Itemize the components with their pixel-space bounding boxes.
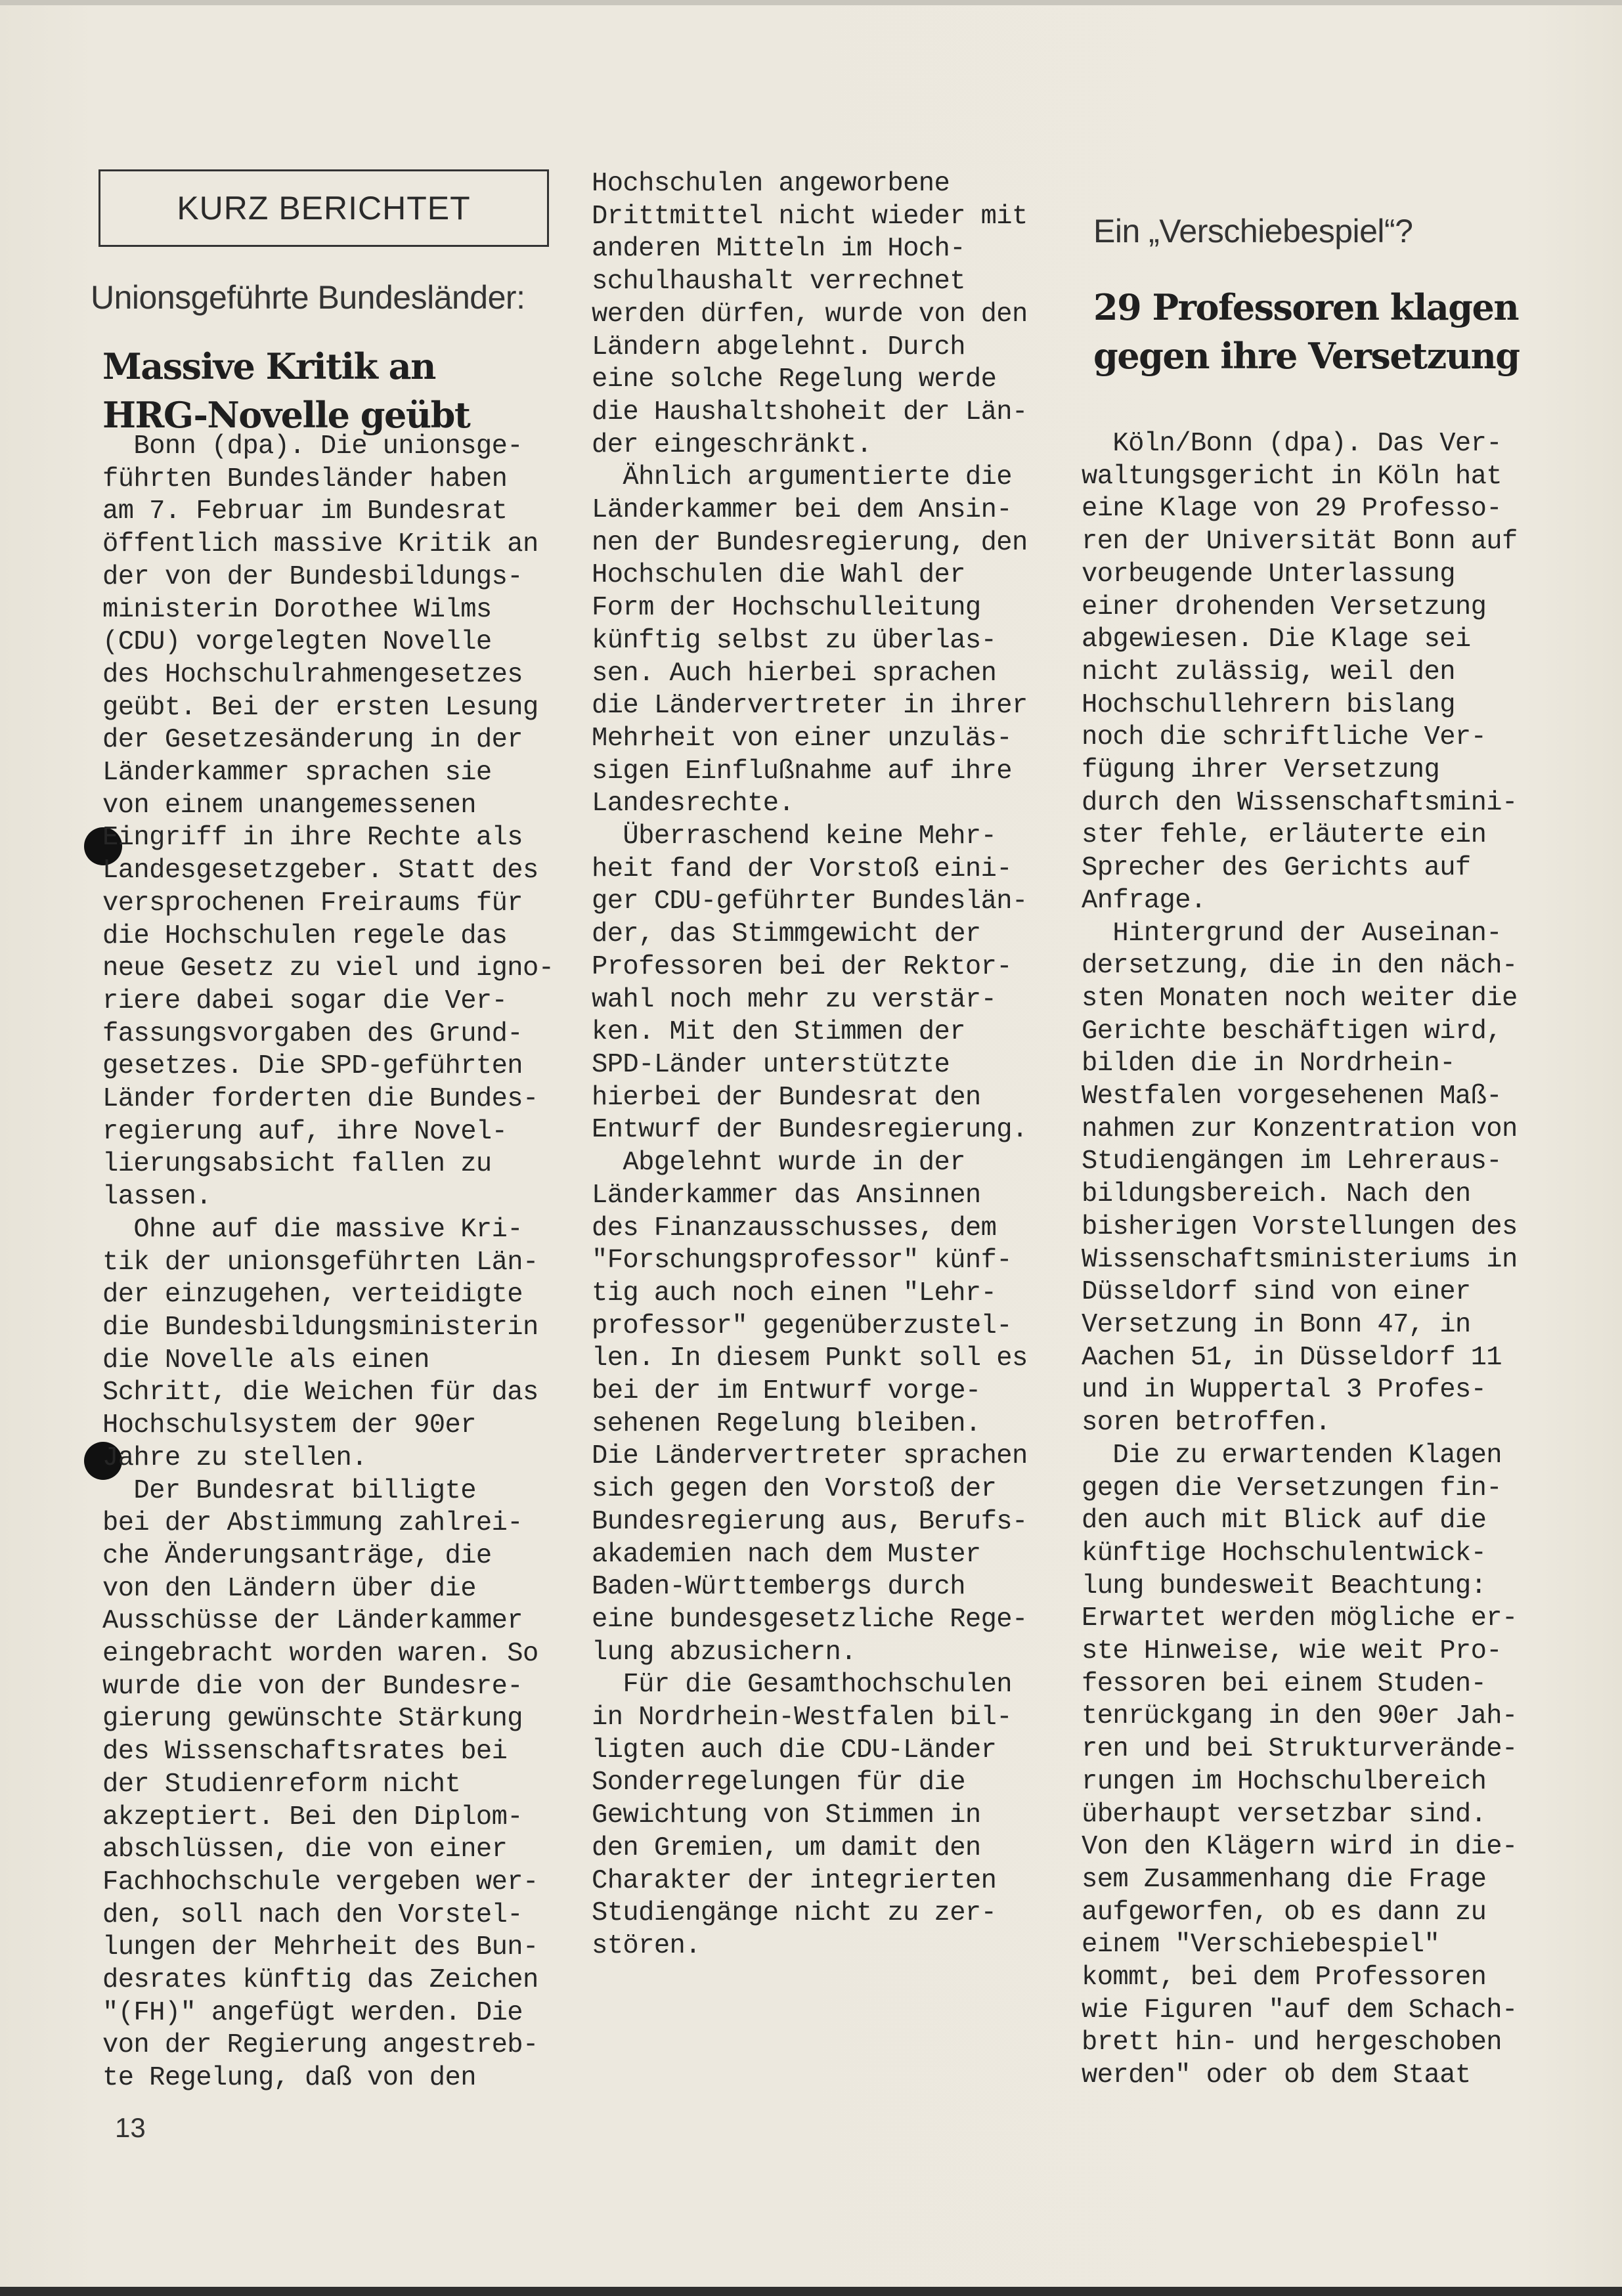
page-number: 13 — [115, 2112, 146, 2143]
article-1-kicker: Unionsgeführte Bundesländer: — [91, 279, 525, 316]
text-line: Länderkammer bei dem Ansin- — [592, 495, 1013, 526]
text-line: ste Hinweise, wie weit Pro- — [1082, 1636, 1502, 1667]
text-line: einer drohenden Versetzung — [1082, 592, 1487, 622]
text-line: die Bundesbildungsministerin — [102, 1312, 538, 1343]
text-line: Hochschulen die Wahl der — [592, 560, 965, 591]
text-line: Drittmittel nicht wieder mit — [592, 201, 1028, 232]
text-line: Ländern abgelehnt. Durch — [592, 332, 965, 362]
text-line: der, das Stimmgewicht der — [592, 919, 981, 950]
text-line: abgewiesen. Die Klage sei — [1082, 624, 1471, 655]
text-line: sich gegen den Vorstoß der — [592, 1474, 997, 1505]
text-line: noch die schriftliche Ver- — [1082, 722, 1487, 753]
text-line: heit fand der Vorstoß eini- — [592, 854, 1013, 884]
text-line: ministerin Dorothee Wilms — [102, 594, 492, 625]
text-line: bisherigen Vorstellungen des — [1082, 1211, 1518, 1242]
text-line: Länder forderten die Bundes- — [102, 1084, 538, 1115]
text-line: Eingriff in ihre Rechte als — [102, 823, 523, 854]
text-line: fügung ihrer Versetzung — [1082, 755, 1440, 786]
text-line: Gewichtung von Stimmen in — [592, 1800, 981, 1831]
text-line: von der Regierung angestreb- — [102, 2030, 538, 2061]
text-line: der eingeschränkt. — [592, 429, 872, 460]
text-line: regierung auf, ihre Novel- — [102, 1116, 508, 1147]
text-line: von einem unangemessenen — [102, 790, 476, 821]
text-line: "(FH)" angefügt werden. Die — [102, 1997, 523, 2028]
text-column-1 — [102, 431, 569, 2095]
article-2-headline-line: 29 Professoren klagen — [1093, 286, 1519, 328]
text-line: lung abzusichern. — [592, 1637, 856, 1668]
text-line: Hochschullehrern bislang — [1082, 689, 1455, 720]
text-column-2 — [592, 168, 1058, 1963]
text-line: Von den Klägern wird in die- — [1082, 1832, 1518, 1863]
text-line: Überraschend keine Mehr- — [592, 821, 997, 852]
text-line: nicht zulässig, weil den — [1082, 657, 1455, 687]
text-line: sigen Einflußnahme auf ihre — [592, 756, 1013, 787]
text-line: der von der Bundesbildungs- — [102, 561, 523, 592]
text-line: fassungsvorgaben des Grund- — [102, 1018, 523, 1049]
text-line: sem Zusammenhang die Frage — [1082, 1864, 1487, 1895]
article-1-headline — [102, 342, 470, 439]
text-line: Abgelehnt wurde in der — [592, 1148, 965, 1179]
text-line: den, soll nach den Vorstel- — [102, 1899, 523, 1930]
text-line: Bonn (dpa). Die unionsge- — [102, 431, 523, 462]
text-line: Für die Gesamthochschulen — [592, 1670, 1013, 1700]
text-line: bildungsbereich. Nach den — [1082, 1179, 1471, 1210]
text-line: schulhaushalt verrechnet — [592, 267, 965, 297]
text-line: Studiengängen im Lehreraus- — [1082, 1146, 1502, 1177]
text-line: vorbeugende Unterlassung — [1082, 559, 1455, 590]
text-line: der einzugehen, verteidigte — [102, 1280, 523, 1310]
article-2-headline-line: gegen ihre Versetzung — [1093, 335, 1520, 377]
text-line: Ähnlich argumentierte die — [592, 462, 1013, 493]
text-line: von den Ländern über die — [102, 1573, 476, 1604]
text-line: len. In diesem Punkt soll es — [592, 1343, 1028, 1374]
page-top-edge — [0, 0, 1622, 5]
text-line: Charakter der integrierten — [592, 1865, 997, 1896]
text-line: neue Gesetz zu viel und igno- — [102, 953, 554, 984]
text-line: sehenen Regelung bleiben. — [592, 1408, 981, 1439]
text-line: versprochenen Freiraums für — [102, 888, 523, 919]
text-line: künftige Hochschulentwick- — [1082, 1538, 1487, 1569]
article-2-headline — [1093, 283, 1520, 380]
page-bottom-edge — [0, 2287, 1622, 2296]
text-line: ligten auch die CDU-Länder — [592, 1735, 997, 1765]
text-line: te Regelung, daß von den — [102, 2063, 476, 2094]
text-line: tig auch noch einen "Lehr- — [592, 1278, 997, 1309]
text-line: akzeptiert. Bei den Diplom- — [102, 1802, 523, 1832]
text-line: lungen der Mehrheit des Bun- — [102, 1932, 538, 1963]
text-line: den auch mit Blick auf die — [1082, 1505, 1487, 1536]
text-line: lung bundesweit Beachtung: — [1082, 1570, 1487, 1601]
text-line: hierbei der Bundesrat den — [592, 1082, 981, 1113]
text-line: Gerichte beschäftigen wird, — [1082, 1016, 1502, 1047]
text-line: eine solche Regelung werde — [592, 364, 997, 395]
text-line: professor" gegenüberzustel- — [592, 1310, 1013, 1341]
text-line: ken. Mit den Stimmen der — [592, 1017, 965, 1048]
text-line: durch den Wissenschaftsmini- — [1082, 787, 1518, 818]
text-line: Hintergrund der Auseinan- — [1082, 918, 1502, 949]
text-line: führten Bundesländer haben — [102, 464, 508, 494]
text-line: bei der Abstimmung zahlrei- — [102, 1508, 523, 1539]
text-line: nahmen zur Konzentration von — [1082, 1114, 1518, 1144]
text-line: und in Wuppertal 3 Profes- — [1082, 1375, 1487, 1406]
text-line: ren der Universität Bonn auf — [1082, 527, 1518, 557]
text-line: Der Bundesrat billigte — [102, 1475, 476, 1506]
text-line: desrates künftig das Zeichen — [102, 1965, 538, 1996]
text-line: gesetzes. Die SPD-geführten — [102, 1051, 523, 1082]
text-line: wurde die von der Bundesre- — [102, 1671, 523, 1702]
text-line: bei der im Entwurf vorge- — [592, 1376, 981, 1407]
text-line: den Gremien, um damit den — [592, 1832, 981, 1863]
text-line: nen der Bundesregierung, den — [592, 527, 1028, 558]
text-line: Form der Hochschulleitung — [592, 593, 981, 624]
text-line: werden" oder ob dem Staat — [1082, 2060, 1471, 2091]
text-line: des Hochschulrahmengesetzes — [102, 659, 523, 690]
text-line: wie Figuren "auf dem Schach- — [1082, 1995, 1518, 2025]
section-label: KURZ BERICHTET — [177, 190, 471, 227]
text-column-3 — [1082, 428, 1548, 2092]
text-line: waltungsgericht in Köln hat — [1082, 461, 1502, 492]
text-line: geübt. Bei der ersten Lesung — [102, 692, 538, 723]
section-label-box — [99, 169, 549, 247]
text-line: akademien nach dem Muster — [592, 1539, 981, 1570]
text-line: Entwurf der Bundesregierung. — [592, 1115, 1028, 1146]
text-line: tik der unionsgeführten Län- — [102, 1247, 538, 1278]
text-line: der Gesetzesänderung in der — [102, 725, 523, 756]
text-line: die Ländervertreter in ihrer — [592, 691, 1028, 722]
text-line: wahl noch mehr zu verstär- — [592, 984, 997, 1015]
text-line: die Hochschulen regele das — [102, 921, 508, 951]
text-line: Baden-Württembergs durch — [592, 1572, 965, 1603]
text-line: die Haushaltshoheit der Län- — [592, 397, 1028, 427]
text-line: bilden die in Nordrhein- — [1082, 1049, 1455, 1079]
text-line: riere dabei sogar die Ver- — [102, 986, 508, 1016]
text-line: in Nordrhein-Westfalen bil- — [592, 1702, 1013, 1733]
text-line: der Studienreform nicht — [102, 1769, 461, 1800]
text-line: Wissenschaftsministeriums in — [1082, 1244, 1518, 1275]
text-line: kommt, bei dem Professoren — [1082, 1962, 1487, 1993]
text-line: eine bundesgesetzliche Rege- — [592, 1604, 1028, 1635]
text-line: Fachhochschule vergeben wer- — [102, 1867, 538, 1897]
text-line: anderen Mitteln im Hoch- — [592, 234, 965, 265]
text-line: ger CDU-geführter Bundeslän- — [592, 886, 1028, 917]
text-line: lassen. — [102, 1182, 211, 1213]
text-line: lierungsabsicht fallen zu — [102, 1149, 492, 1180]
text-line: Versetzung in Bonn 47, in — [1082, 1309, 1471, 1340]
text-line: abschlüssen, die von einer — [102, 1834, 508, 1865]
text-line: Sprecher des Gerichts auf — [1082, 853, 1471, 884]
text-line: Westfalen vorgesehenen Maß- — [1082, 1081, 1502, 1112]
article-2-kicker: Ein „Verschiebespiel“? — [1093, 213, 1413, 249]
text-line: Sonderregelungen für die — [592, 1767, 965, 1798]
text-line: Bundesregierung aus, Berufs- — [592, 1506, 1028, 1537]
text-line: aufgeworfen, ob es dann zu — [1082, 1897, 1487, 1928]
text-line: Ausschüsse der Länderkammer — [102, 1606, 523, 1637]
text-line: Hochschulen angeworbene — [592, 169, 950, 199]
text-line: Die zu erwartenden Klagen — [1082, 1440, 1502, 1471]
text-line: stören. — [592, 1930, 701, 1961]
article-1-headline-line: HRG-Novelle geübt — [102, 394, 470, 436]
text-line: Studiengänge nicht zu zer- — [592, 1898, 997, 1929]
text-line: werden dürfen, wurde von den — [592, 299, 1028, 330]
text-line: Länderkammer das Ansinnen — [592, 1180, 981, 1211]
text-line: SPD-Länder unterstützte — [592, 1049, 950, 1080]
text-line: Ohne auf die massive Kri- — [102, 1214, 523, 1245]
text-line: Aachen 51, in Düsseldorf 11 — [1082, 1342, 1502, 1373]
text-line: eingebracht worden waren. So — [102, 1639, 538, 1670]
text-line: rungen im Hochschulbereich — [1082, 1766, 1487, 1797]
text-line: Jahre zu stellen. — [102, 1442, 367, 1473]
text-line: soren betroffen. — [1082, 1408, 1331, 1439]
text-line: einem "Verschiebespiel" — [1082, 1930, 1440, 1960]
text-line: Landesgesetzgeber. Statt des — [102, 856, 538, 886]
article-1-headline-line: Massive Kritik an — [102, 345, 435, 387]
text-line: des Wissenschaftsrates bei — [102, 1737, 508, 1767]
text-line: Köln/Bonn (dpa). Das Ver- — [1082, 429, 1502, 459]
text-line: öffentlich massive Kritik an — [102, 529, 538, 560]
text-line: Anfrage. — [1082, 885, 1206, 916]
text-line: che Änderungsanträge, die — [102, 1540, 492, 1571]
text-line: gierung gewünschte Stärkung — [102, 1704, 523, 1735]
text-line: Landesrechte. — [592, 789, 795, 819]
text-line: Professoren bei der Rektor- — [592, 951, 1013, 982]
text-line: Erwartet werden mögliche er- — [1082, 1603, 1518, 1634]
text-line: Hochschulsystem der 90er — [102, 1410, 476, 1441]
text-line: sten Monaten noch weiter die — [1082, 983, 1518, 1014]
text-line: fessoren bei einem Studen- — [1082, 1668, 1487, 1699]
text-line: Düsseldorf sind von einer — [1082, 1277, 1471, 1308]
text-line: des Finanzausschusses, dem — [592, 1213, 997, 1244]
text-line: Mehrheit von einer unzuläs- — [592, 723, 1013, 754]
text-line: tenrückgang in den 90er Jah- — [1082, 1701, 1518, 1732]
text-line: Schritt, die Weichen für das — [102, 1377, 538, 1408]
text-line: Länderkammer sprachen sie — [102, 758, 492, 789]
text-line: künftig selbst zu überlas- — [592, 625, 997, 656]
text-line: gegen die Versetzungen fin- — [1082, 1473, 1502, 1504]
text-line: brett hin- und hergeschoben — [1082, 2027, 1502, 2058]
text-line: ren und bei Strukturverände- — [1082, 1734, 1518, 1765]
text-line: sen. Auch hierbei sprachen — [592, 658, 997, 689]
text-line: ster fehle, erläuterte ein — [1082, 820, 1487, 851]
text-line: am 7. Februar im Bundesrat — [102, 496, 508, 527]
text-line: Die Ländervertreter sprachen — [592, 1441, 1028, 1472]
text-line: (CDU) vorgelegten Novelle — [102, 627, 492, 658]
text-line: überhaupt versetzbar sind. — [1082, 1799, 1487, 1830]
text-line: die Novelle als einen — [102, 1345, 429, 1375]
text-line: dersetzung, die in den näch- — [1082, 951, 1518, 982]
text-line: "Forschungsprofessor" künf- — [592, 1245, 1013, 1276]
text-line: eine Klage von 29 Professo- — [1082, 494, 1502, 525]
